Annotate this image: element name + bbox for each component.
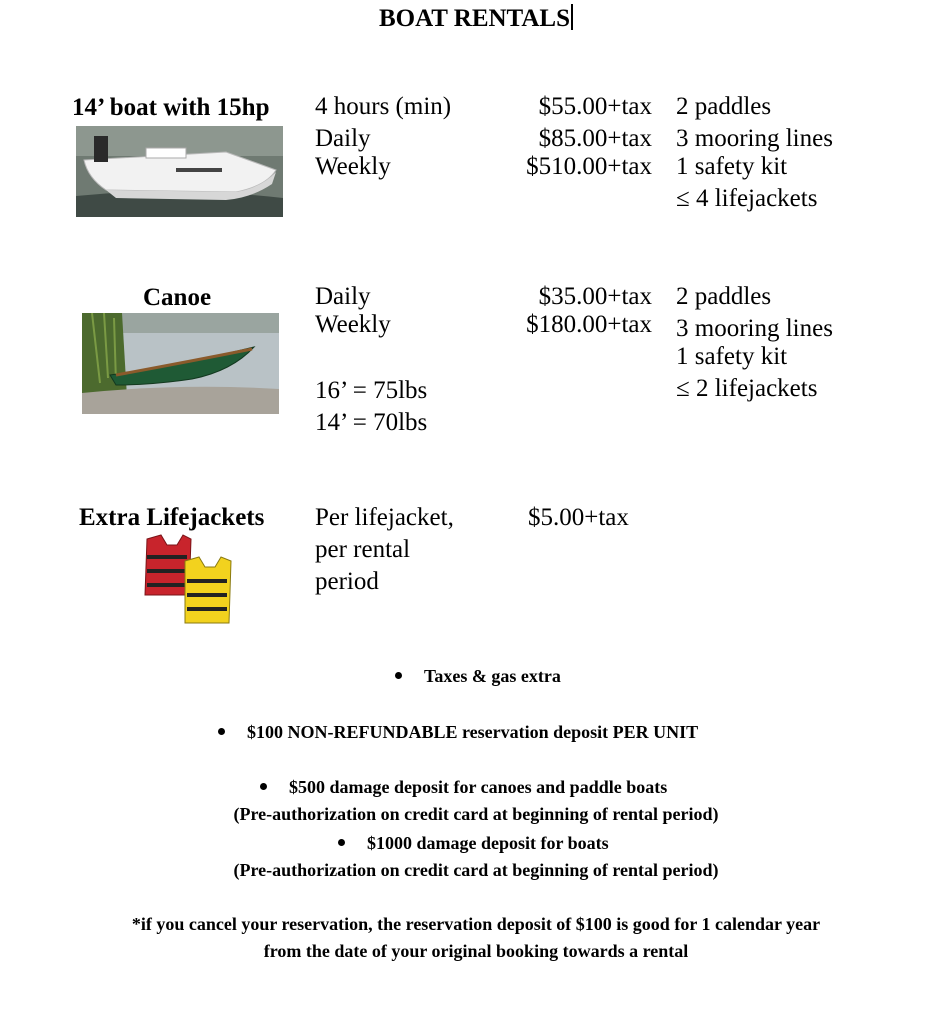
include-item: ≤ 4 lifejackets bbox=[676, 185, 818, 212]
boat-includes bbox=[676, 91, 833, 215]
include-item: 1 safety kit bbox=[676, 343, 788, 370]
price-weekly: $180.00+tax bbox=[526, 311, 652, 338]
weight-16ft: 16’ = 75lbs bbox=[315, 377, 428, 404]
duration-weekly: Weekly bbox=[315, 311, 391, 338]
duration-weekly: Weekly bbox=[315, 153, 391, 180]
bullet-icon bbox=[218, 728, 225, 735]
note-taxes: Taxes & gas extra bbox=[395, 662, 561, 690]
note-cancel-1: *if you cancel your reservation, the reservation deposit of $100 is good for 1 calendar year bbox=[131, 914, 821, 934]
boat-durations bbox=[315, 91, 451, 183]
price-daily: $35.00+tax bbox=[538, 283, 652, 310]
duration-daily: Daily bbox=[315, 283, 371, 310]
duration-text: period bbox=[315, 568, 379, 595]
note-preauth-2: (Pre-authorization on credit card at beginning of rental period) bbox=[233, 860, 719, 880]
note-canoe-damage: $500 damage deposit for canoes and paddle boats bbox=[260, 773, 667, 801]
duration-text: Per lifejacket, bbox=[315, 504, 454, 531]
canoe-durations bbox=[315, 281, 391, 341]
duration-text: per rental bbox=[315, 536, 411, 563]
duration-daily: Daily bbox=[315, 125, 371, 152]
motorboat-photo bbox=[76, 126, 283, 217]
canoe-weights bbox=[315, 375, 427, 439]
text-cursor bbox=[571, 4, 573, 30]
include-item: 3 mooring lines bbox=[676, 315, 833, 342]
weight-14ft: 14’ = 70lbs bbox=[315, 409, 428, 436]
include-item: 2 paddles bbox=[676, 93, 772, 120]
bullet-icon bbox=[395, 672, 402, 679]
include-item: 2 paddles bbox=[676, 283, 772, 310]
note-deposit: $100 NON-REFUNDABLE reservation deposit PER UNIT bbox=[218, 718, 698, 746]
price-weekly: $510.00+tax bbox=[526, 153, 652, 180]
include-item: 3 mooring lines bbox=[676, 125, 833, 152]
duration-4hours: 4 hours (min) bbox=[315, 93, 452, 120]
note-cancel-2: from the date of your original booking towards a rental bbox=[263, 941, 689, 961]
page-title: BOAT RENTALS bbox=[0, 4, 952, 33]
lifejackets-price: $5.00+tax bbox=[528, 504, 629, 531]
canoe-includes bbox=[676, 281, 833, 405]
note-boat-damage: $1000 damage deposit for boats bbox=[338, 829, 609, 857]
canoe-photo bbox=[82, 313, 279, 414]
boat-label: 14’ boat with 15hp bbox=[72, 94, 270, 121]
include-item: ≤ 2 lifejackets bbox=[676, 375, 818, 402]
price-4hours: $55.00+tax bbox=[538, 93, 652, 120]
price-daily: $85.00+tax bbox=[538, 125, 652, 152]
lifejackets-photo bbox=[141, 533, 235, 625]
bullet-icon bbox=[260, 783, 267, 790]
boat-prices bbox=[500, 91, 652, 183]
canoe-label: Canoe bbox=[143, 284, 212, 311]
lifejackets-durations bbox=[315, 502, 454, 598]
note-preauth-1: (Pre-authorization on credit card at beginning of rental period) bbox=[233, 804, 719, 824]
bullet-icon bbox=[338, 839, 345, 846]
canoe-prices bbox=[500, 281, 652, 341]
lifejackets-label: Extra Lifejackets bbox=[79, 504, 265, 531]
include-item: 1 safety kit bbox=[676, 153, 788, 180]
